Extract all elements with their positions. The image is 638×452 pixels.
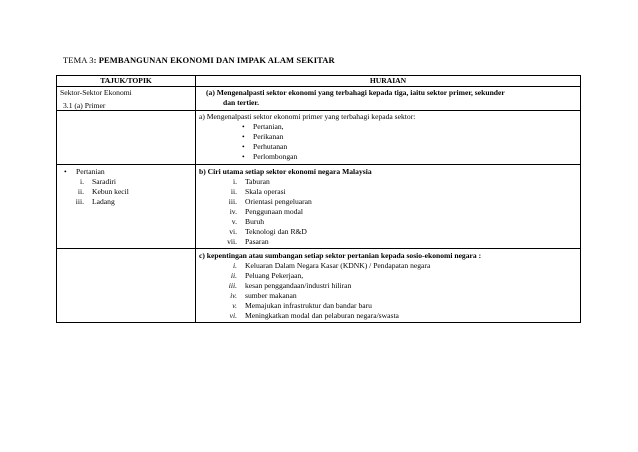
list-item: vi. Teknologi dan R&D bbox=[229, 227, 307, 236]
list-item: v. Memajukan infrastruktur dan bandar baru bbox=[232, 301, 372, 310]
table-row bbox=[57, 165, 581, 249]
row3-heading: b) Ciri utama setiap sektor ekonomi negara Malaysia bbox=[199, 167, 372, 176]
page-title bbox=[63, 55, 335, 65]
list-item: vi. Meningkatkan modal dan pelaburan negara/swasta bbox=[229, 311, 399, 320]
sector-list bbox=[199, 122, 577, 162]
bullet-icon: • bbox=[242, 142, 245, 151]
list-item: iii. Ladang bbox=[75, 197, 115, 206]
list-item: iii. Orientasi pengeluaran bbox=[228, 197, 312, 206]
header-topic: TAJUK/TOPIK bbox=[57, 76, 196, 87]
bullet-icon: • bbox=[242, 152, 245, 161]
row1-left-text: Sektor-Sektor Ekonomi bbox=[60, 88, 132, 97]
list-item: i. Keluaran Dalam Negara Kasar (KDNK) / Pendapatan negara bbox=[232, 261, 431, 270]
row1-heading: (a) Mengenalpasti sektor ekonomi yang terbahagi kepada tiga, iaitu sektor primer, sekunder bbox=[206, 88, 505, 97]
row2-left-text: 3.1 (a) Primer bbox=[63, 101, 106, 110]
topic-table bbox=[56, 75, 581, 323]
list-item: • Perikanan bbox=[242, 132, 284, 141]
list-item: • Perhutanan bbox=[242, 142, 288, 151]
list-item: ii. Skala operasi bbox=[230, 187, 286, 196]
list-item: vii. Pasaran bbox=[227, 237, 269, 246]
table-row bbox=[57, 111, 581, 165]
bullet-icon: • bbox=[64, 167, 67, 176]
row1-right bbox=[196, 87, 581, 111]
title-prefix: TEMA 3 bbox=[63, 55, 94, 65]
table-row bbox=[57, 249, 581, 323]
header-row bbox=[57, 76, 581, 87]
bullet-icon: • bbox=[242, 132, 245, 141]
list-item: • Pertanian, bbox=[242, 122, 284, 131]
header-description: HURAIAN bbox=[196, 76, 581, 87]
title-text: : PEMBANGUNAN EKONOMI DAN IMPAK ALAM SEKITAR bbox=[93, 55, 335, 65]
bullet-icon: • bbox=[242, 122, 245, 131]
list-item: v. Buruh bbox=[231, 217, 264, 226]
row4-heading: c) kepentingan atau sumbangan setiap sektor pertanian kepada sosio-ekonomi negara : bbox=[199, 251, 482, 260]
list-item: • Pertanian bbox=[60, 167, 192, 177]
row2-intro: a) Mengenalpasti sektor ekonomi primer yang terbahagi kepada sektor: bbox=[199, 112, 416, 121]
row1-heading-cont: dan tertier. bbox=[223, 98, 259, 107]
list-item: iv. sumber makanan bbox=[230, 291, 297, 300]
list-item: • Perlombongan bbox=[242, 152, 298, 161]
list-item: ii. Peluang Pekerjaan, bbox=[230, 271, 304, 280]
list-item: i. Saradiri bbox=[79, 177, 117, 186]
row3-right bbox=[196, 165, 581, 249]
list-item: iii. kesan penggandaan/industri hiliran bbox=[228, 281, 352, 290]
list-item: ii. Kebun kecil bbox=[77, 187, 129, 196]
row2-left bbox=[57, 101, 196, 165]
row4-right bbox=[196, 249, 581, 323]
list-item: iv. Penggunaan modal bbox=[229, 207, 303, 216]
row2-right bbox=[196, 111, 581, 165]
row4-left bbox=[57, 249, 196, 323]
list-item: i. Taburan bbox=[232, 177, 270, 186]
row3-left bbox=[57, 165, 196, 249]
